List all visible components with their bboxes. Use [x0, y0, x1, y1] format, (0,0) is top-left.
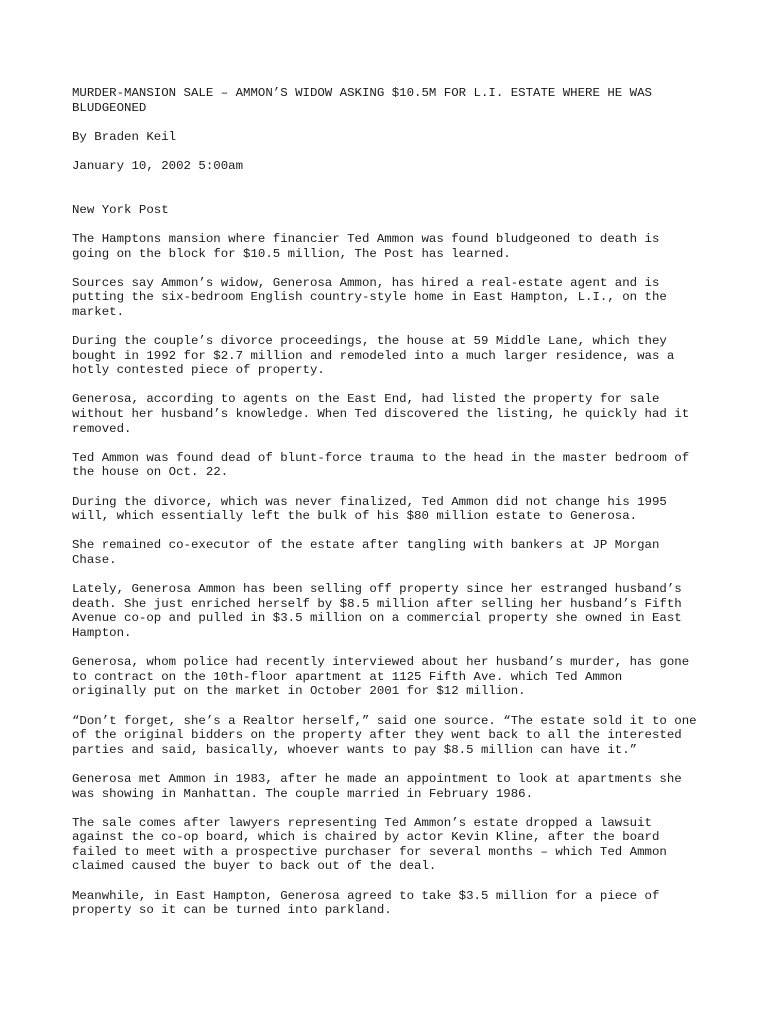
article-paragraph: The sale comes after lawyers representing Ted Ammon’s estate dropped a lawsuit against the co-op board, which is chaired by actor Kevin Kline, after the board failed to meet with a prospective purchaser for several months – which Ted Ammon claimed caused the buyer to back out of the deal.: [72, 815, 667, 874]
article-date: January 10, 2002 5:00am: [72, 158, 244, 173]
article-source: New York Post: [72, 202, 169, 217]
article-paragraph: The Hamptons mansion where financier Ted Ammon was found bludgeoned to death is going on the block for $10.5 million, The Post has learned.: [72, 231, 660, 261]
article-paragraph: Lately, Generosa Ammon has been selling off property since her estranged husband’s death. She just enriched herself by $8.5 million after selling her husband’s Fifth Avenue co-op and pulled in $3.5 million on a commercial property she owned in East Hampton.: [72, 582, 682, 640]
article-document: [72, 86, 704, 932]
article-paragraph: Generosa met Ammon in 1983, after he made an appointment to look at apartments she was showing in Manhattan. The couple married in February 1986.: [72, 771, 682, 801]
article-paragraph: Ted Ammon was found dead of blunt-force trauma to the head in the master bedroom of the house on Oct. 22.: [72, 450, 690, 480]
article-paragraph: “Don’t forget, she’s a Realtor herself,” said one source. “The estate sold it to one of the original bidders on the property after they went back to all the interested parties and said, basically, whoever wants to pay $8.5 million can have it.”: [72, 713, 697, 757]
article-paragraph: Generosa, according to agents on the East End, had listed the property for sale without her husband’s knowledge. When Ted discovered the listing, he quickly had it removed.: [72, 392, 690, 436]
article-paragraph: Sources say Ammon’s widow, Generosa Ammon, has hired a real-estate agent and is putting the six-bedroom English country-style home in East Hampton, L.I., on the market.: [72, 275, 667, 319]
article-paragraph: During the couple’s divorce proceedings, the house at 59 Middle Lane, which they bought in 1992 for $2.7 million and remodeled into a much larger residence, was a hotly contested piece of property.: [72, 334, 675, 378]
article-paragraph: Generosa, whom police had recently interviewed about her husband’s murder, has gone to contract on the 10th-floor apartment at 1125 Fifth Ave. which Ted Ammon originally put on the market in October 2001 for $12 million.: [72, 655, 690, 699]
article-headline: MURDER-MANSION SALE – AMMON’S WIDOW ASKING $10.5M FOR L.I. ESTATE WHERE HE WAS BLUDGEONED: [72, 86, 652, 115]
article-byline: By Braden Keil: [72, 129, 177, 144]
article-paragraph: During the divorce, which was never finalized, Ted Ammon did not change his 1995 will, which essentially left the bulk of his $80 million estate to Generosa.: [72, 494, 667, 524]
article-paragraph: Meanwhile, in East Hampton, Generosa agreed to take $3.5 million for a piece of property so it can be turned into parkland.: [72, 888, 660, 918]
article-paragraph: She remained co-executor of the estate after tangling with bankers at JP Morgan Chase.: [72, 538, 660, 567]
